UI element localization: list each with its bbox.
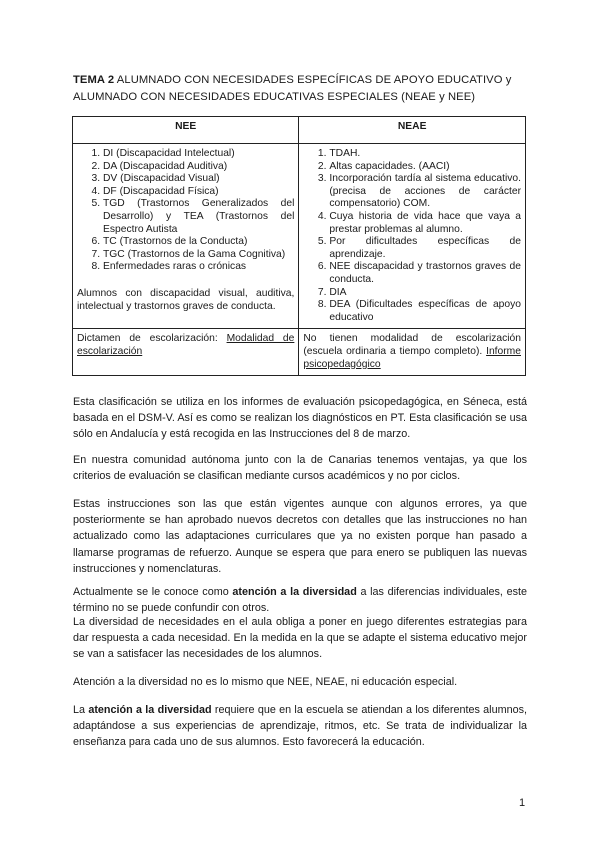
list-item: 7. TGC (Trastornos de la Gama Cognitiva) xyxy=(103,249,294,262)
nee-list xyxy=(77,148,294,274)
nee-footer-text: Dictamen de escolarización: xyxy=(77,333,227,345)
header-nee: NEE xyxy=(73,117,299,144)
list-item: 4. DF (Discapacidad Física) xyxy=(103,186,294,199)
nee-note: Alumnos con discapacidad visual, auditiva, intelectual y trastornos graves de conducta. xyxy=(77,287,295,312)
list-item: 3. DV (Discapacidad Visual) xyxy=(103,173,294,186)
paragraph-7 xyxy=(73,702,527,751)
list-item: 2. Altas capacidades. (AACI) xyxy=(329,161,521,174)
list-item: 1. TDAH. xyxy=(329,148,521,161)
list-item: 5. Por dificultades específicas de aprendizaje. xyxy=(329,236,521,261)
list-item: 8. Enfermedades raras o crónicas xyxy=(103,261,294,274)
nee-footer-link: Modalidad de escolarización xyxy=(77,333,295,357)
p7-bold-term: atención a la diversidad xyxy=(88,704,212,716)
neae-footer-text: No tienen modalidad de escolarización (escuela ordinaria a tiempo completo). xyxy=(303,333,521,357)
paragraph-1: Esta clasificación se utiliza en los informes de evaluación psicopedagógica, en Séneca, está basada en el DSM-V. Así es como se realizan los diagnósticos en PT. Esta clasificación se usa sólo en Andalucía y está recogida en las Instrucciones del 8 de marzo. xyxy=(73,396,527,441)
paragraph-2: En nuestra comunidad autónoma junto con la de Canarias tenemos ventajas, ya que los criterios de evaluación se clasifican mediante cursos académicos y no por ciclos. xyxy=(73,454,527,483)
list-item: 4. Cuya historia de vida hace que vaya a prestar problemas al alumno. xyxy=(329,211,521,236)
nee-neae-table xyxy=(72,116,526,376)
p7-text-end: requiere que en la escuela se atiendan a los diferentes alumnos, adaptándose a sus experiencias de aprendizaje, ritmos, etc. Se trata de individualizar la enseñanza para cada uno de sus alumnos. Esto favorecerá la educación. xyxy=(73,704,527,749)
page-title xyxy=(73,72,533,106)
paragraph-4 xyxy=(73,584,527,616)
page-number: 1 xyxy=(519,797,526,809)
list-item: 5. TGD (Trastornos Generalizados del Desarrollo) y TEA (Trastornos del Espectro Autista xyxy=(103,198,294,236)
title-topic: TEMA 2 xyxy=(73,74,115,86)
list-item: 3. Incorporación tardía al sistema educativo. (precisa de acciones de carácter compensatorio) COM. xyxy=(329,173,521,211)
list-item: 2. DA (Discapacidad Auditiva) xyxy=(103,161,294,174)
list-item: 6. NEE discapacidad y trastornos graves de conducta. xyxy=(329,261,521,286)
p4-text-end: a las diferencias individuales, este término no se puede confundir con otros. xyxy=(73,586,527,615)
neae-footer-link: Informe psicopedagógico xyxy=(303,345,521,370)
paragraph-6: Atención a la diversidad no es lo mismo que NEE, NEAE, ni educación especial. xyxy=(73,676,458,688)
header-neae: NEAE xyxy=(299,117,526,144)
paragraph-5: La diversidad de necesidades en el aula obliga a poner en juego diferentes estrategias para dar respuesta a cada necesidad. En la medida en la que se adapte el sistema educativo mejor se van a satisfacer las necesidades de los alumnos. xyxy=(73,616,527,661)
neae-list xyxy=(303,148,521,324)
list-item: 6. TC (Trastornos de la Conducta) xyxy=(103,236,294,249)
nee-cell xyxy=(73,144,299,329)
paragraph-3: Estas instrucciones son las que están vigentes aunque con algunos errores, ya que posteriormente se han aprobado nuevos decretos con detalles que las instrucciones no han actualizado como las adaptaciones curriculares que ya no existen porque han pasado a llamarse programas de refuerzo. Aunque se espera que para enero se publiquen las nuevas instrucciones y nomenclaturas. xyxy=(73,498,527,575)
list-item: 7. DIA xyxy=(329,287,521,300)
title-text: ALUMNADO CON NECESIDADES ESPECÍFICAS DE APOYO EDUCATIVO y ALUMNADO CON NECESIDADES EDUCATIVAS ESPECIALES (NEAE y NEE) xyxy=(73,74,512,103)
neae-footer-cell xyxy=(299,329,526,376)
neae-cell xyxy=(299,144,526,329)
nee-footer-cell xyxy=(73,329,299,376)
p7-text-start: La xyxy=(73,704,89,716)
list-item: 1. DI (Discapacidad Intelectual) xyxy=(103,148,294,161)
list-item: 8. DEA (Dificultades específicas de apoyo educativo xyxy=(329,299,521,324)
p4-bold-term: atención a la diversidad xyxy=(232,586,357,598)
p4-text-start: Actualmente se le conoce como xyxy=(73,586,233,598)
